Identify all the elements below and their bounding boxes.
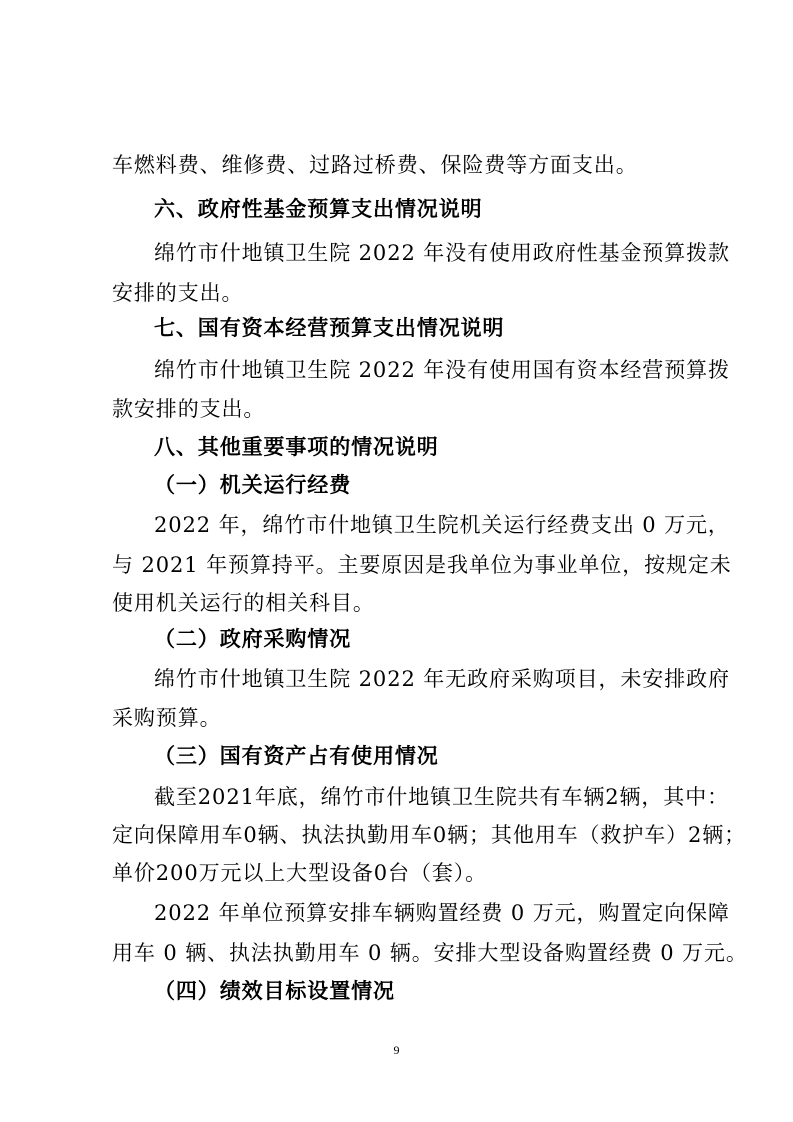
body-text-line: 用车 0 辆、执法执勤用车 0 辆。安排大型设备购置经费 0 万元。 [112, 941, 748, 965]
body-text-line: 采购预算。 [112, 706, 222, 730]
body-text-line: 绵竹市什地镇卫生院 2022 年无政府采购项目，未安排政府 [154, 667, 730, 691]
subsection-heading: （四）绩效目标设置情况 [154, 979, 395, 1003]
subsection-heading: （三）国有资产占有使用情况 [154, 744, 439, 768]
section-heading: 六、政府性基金预算支出情况说明 [154, 197, 483, 221]
body-text-line: 使用机关运行的相关科目。 [112, 591, 375, 615]
body-text-line: 定向保障用车0辆、执法执勤用车0辆；其他用车（救护车）2辆； [112, 823, 747, 847]
body-text-line: 与 2021 年预算持平。主要原因是我单位为事业单位，按规定未 [112, 553, 732, 577]
body-text-line: 2022 年，绵竹市什地镇卫生院机关运行经费支出 0 万元， [154, 513, 730, 537]
subsection-heading: （二）政府采购情况 [154, 627, 352, 651]
body-text-line: 截至2021年底，绵竹市什地镇卫生院共有车辆2辆，其中： [154, 785, 730, 809]
subsection-heading: （一）机关运行经费 [154, 473, 352, 497]
page-number: 9 [393, 1043, 400, 1057]
body-text-line: 单价200万元以上大型设备0台（套）。 [112, 861, 488, 885]
body-text-line: 款安排的支出。 [112, 397, 266, 421]
body-text-line: 绵竹市什地镇卫生院 2022 年没有使用政府性基金预算拨款 [154, 241, 730, 265]
body-text-line: 车燃料费、维修费、过路过桥费、保险费等方面支出。 [112, 153, 638, 177]
body-text-line: 绵竹市什地镇卫生院 2022 年没有使用国有资本经营预算拨 [154, 358, 730, 382]
section-heading: 七、国有资本经营预算支出情况说明 [154, 316, 505, 340]
section-heading: 八、其他重要事项的情况说明 [154, 435, 439, 459]
body-text-line: 安排的支出。 [112, 281, 244, 305]
body-text-line: 2022 年单位预算安排车辆购置经费 0 万元，购置定向保障 [154, 901, 730, 925]
